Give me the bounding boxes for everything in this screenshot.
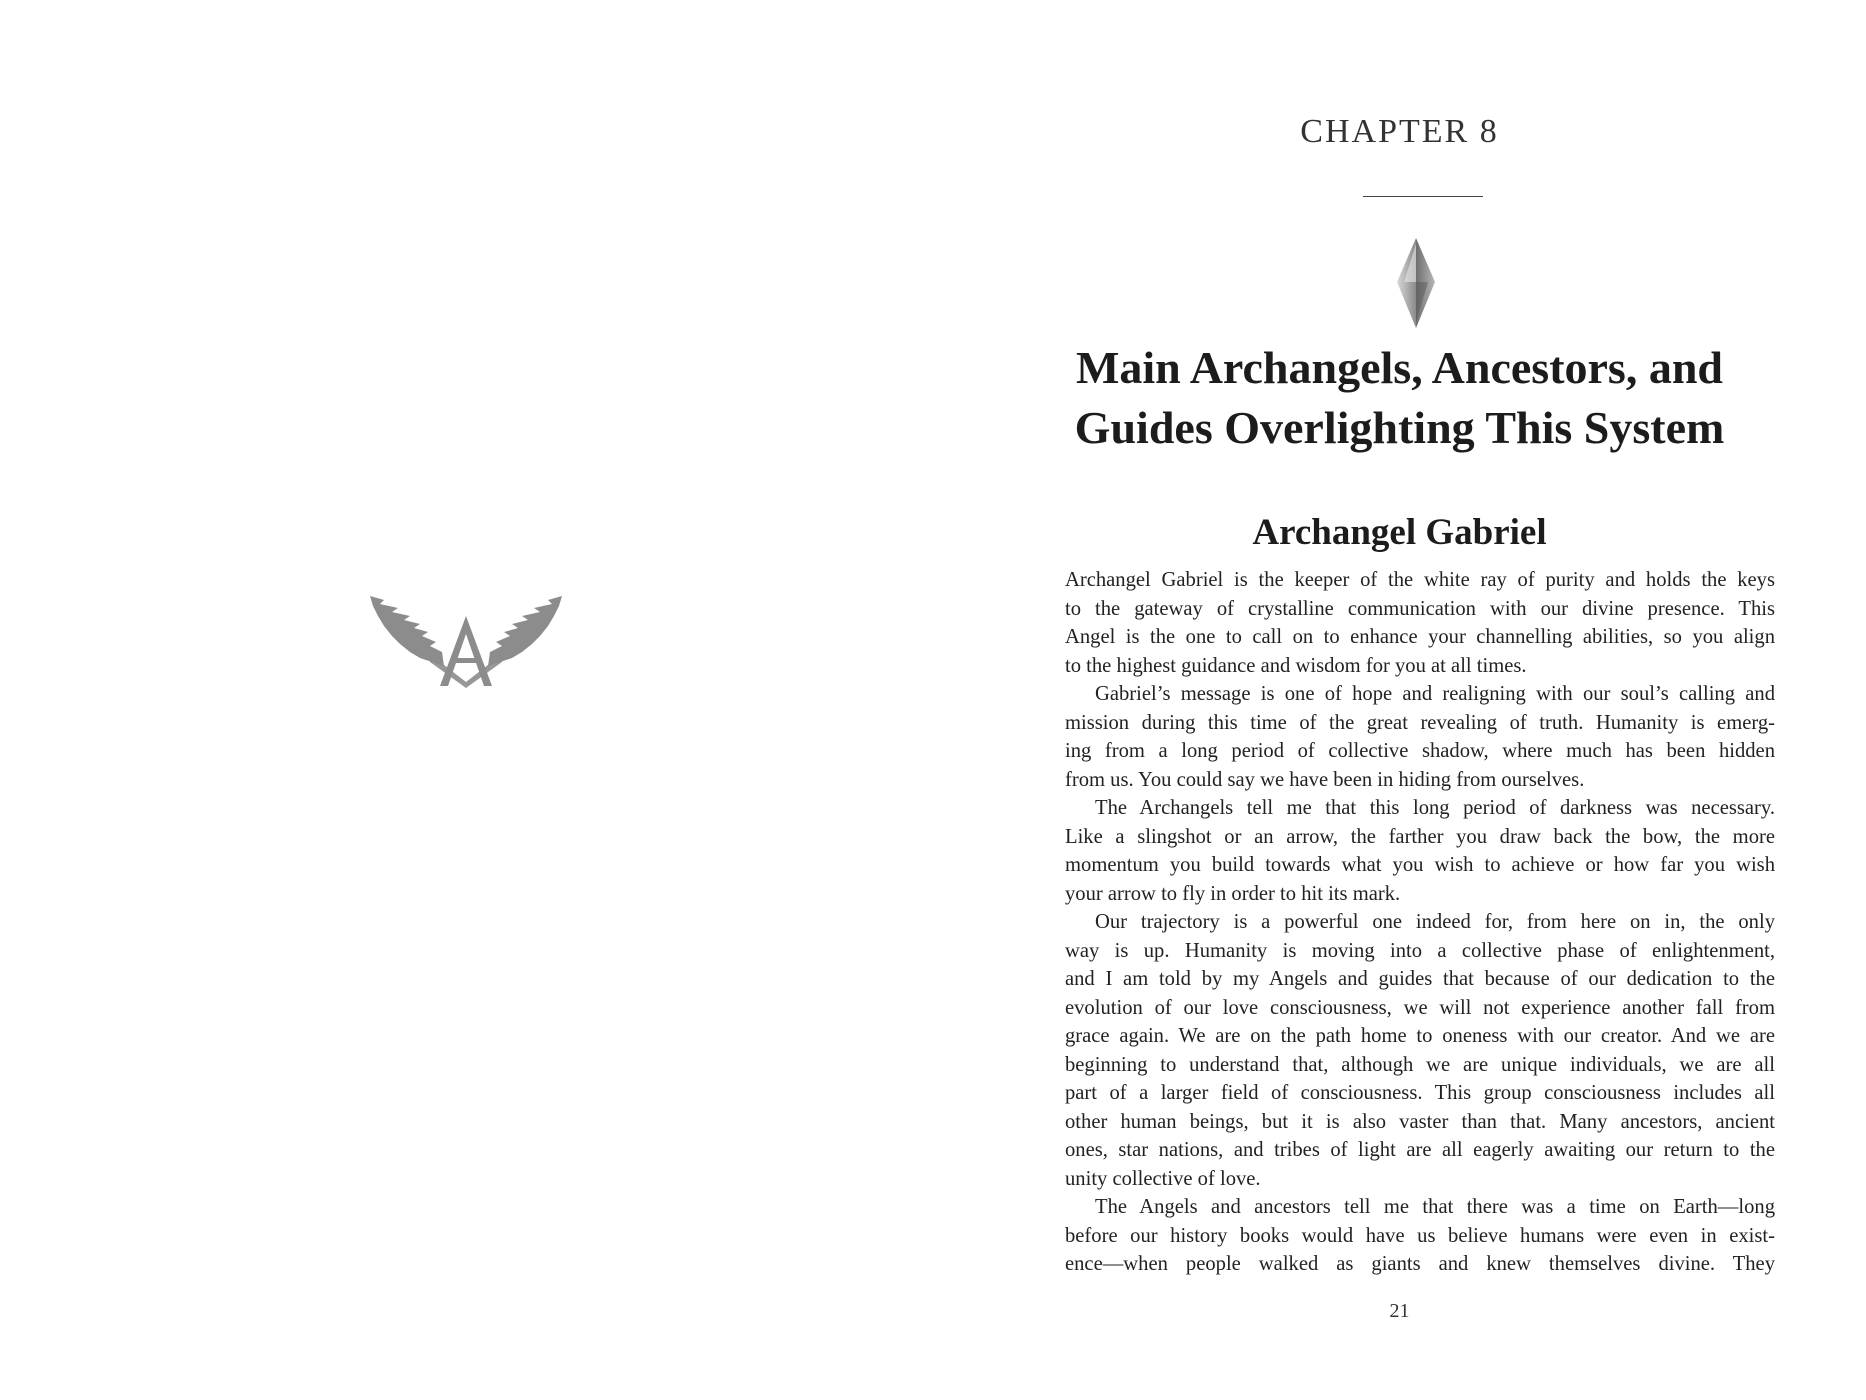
chapter-title: [993, 338, 1806, 458]
paragraph: [1065, 794, 1775, 908]
text-line: other human beings, but it is also vaster than that. Many ancestors, ancient: [1065, 1110, 1775, 1133]
text-line: Gabriel’s message is one of hope and realigning with our soul’s calling and: [1095, 683, 1775, 705]
winged-a-logo-icon: [370, 596, 562, 688]
text-line: ones, star nations, and tribes of light are all eagerly awaiting our return to the: [1065, 1139, 1775, 1161]
section-heading: Archangel Gabriel: [1252, 512, 1547, 553]
text-line: momentum you build towards what you wish to achieve or how far you wish: [1065, 854, 1775, 876]
text-line: The Angels and ancestors tell me that there was a time on Earth—long: [1095, 1196, 1775, 1218]
text-line: your arrow to fly in order to hit its mark.: [1065, 882, 1401, 905]
right-page: [933, 0, 1866, 1400]
text-line: Archangel Gabriel is the keeper of the white ray of purity and holds the keys: [1065, 569, 1775, 591]
text-line: Angel is the one to call on to enhance your channelling abilities, so you align: [1065, 626, 1775, 648]
body-text: [1065, 566, 1775, 1279]
text-line: to the highest guidance and wisdom for you at all times.: [1065, 654, 1527, 677]
text-line: mission during this time of the great revealing of truth. Humanity is emerg-: [1065, 711, 1775, 734]
text-line: Our trajectory is a powerful one indeed for, from here on in, the only: [1095, 911, 1775, 933]
chapter-label: CHAPTER 8: [1300, 113, 1499, 150]
text-line: grace again. We are on the path home to oneness with our creator. And we are: [1065, 1025, 1775, 1047]
text-line: ing from a long period of collective shadow, where much has been hidden: [1065, 740, 1775, 762]
text-line: before our history books would have us believe humans were even in exist-: [1065, 1224, 1775, 1247]
paragraph: [1065, 566, 1775, 680]
paragraph: [1065, 1193, 1775, 1279]
text-line: to the gateway of crystalline communication with our divine presence. This: [1065, 597, 1775, 620]
crystal-icon: [1397, 238, 1435, 328]
text-line: evolution of our love consciousness, we will not experience another fall from: [1065, 996, 1775, 1019]
chapter-divider-rule: [1363, 196, 1483, 197]
text-line: from us. You could say we have been in hiding from ourselves.: [1065, 768, 1585, 791]
chapter-title-line: Guides Overlighting This System: [1074, 402, 1725, 453]
chapter-title-line: Main Archangels, Ancestors, and: [1075, 342, 1724, 393]
text-line: way is up. Humanity is moving into a collective phase of enlightenment,: [1065, 939, 1775, 962]
text-line: part of a larger field of consciousness. This group consciousness includes all: [1065, 1082, 1775, 1104]
paragraph: [1065, 680, 1775, 794]
paragraph: [1065, 908, 1775, 1193]
page-number: 21: [1389, 1300, 1410, 1322]
text-line: and I am told by my Angels and guides that because of our dedication to the: [1065, 968, 1775, 990]
text-line: The Archangels tell me that this long period of darkness was necessary.: [1095, 797, 1775, 819]
text-line: unity collective of love.: [1065, 1167, 1261, 1190]
text-line: Like a slingshot or an arrow, the farther you draw back the bow, the more: [1065, 825, 1775, 848]
text-line: ence—when people walked as giants and knew themselves divine. They: [1065, 1253, 1775, 1275]
text-line: beginning to understand that, although we are unique individuals, we are all: [1065, 1053, 1775, 1076]
